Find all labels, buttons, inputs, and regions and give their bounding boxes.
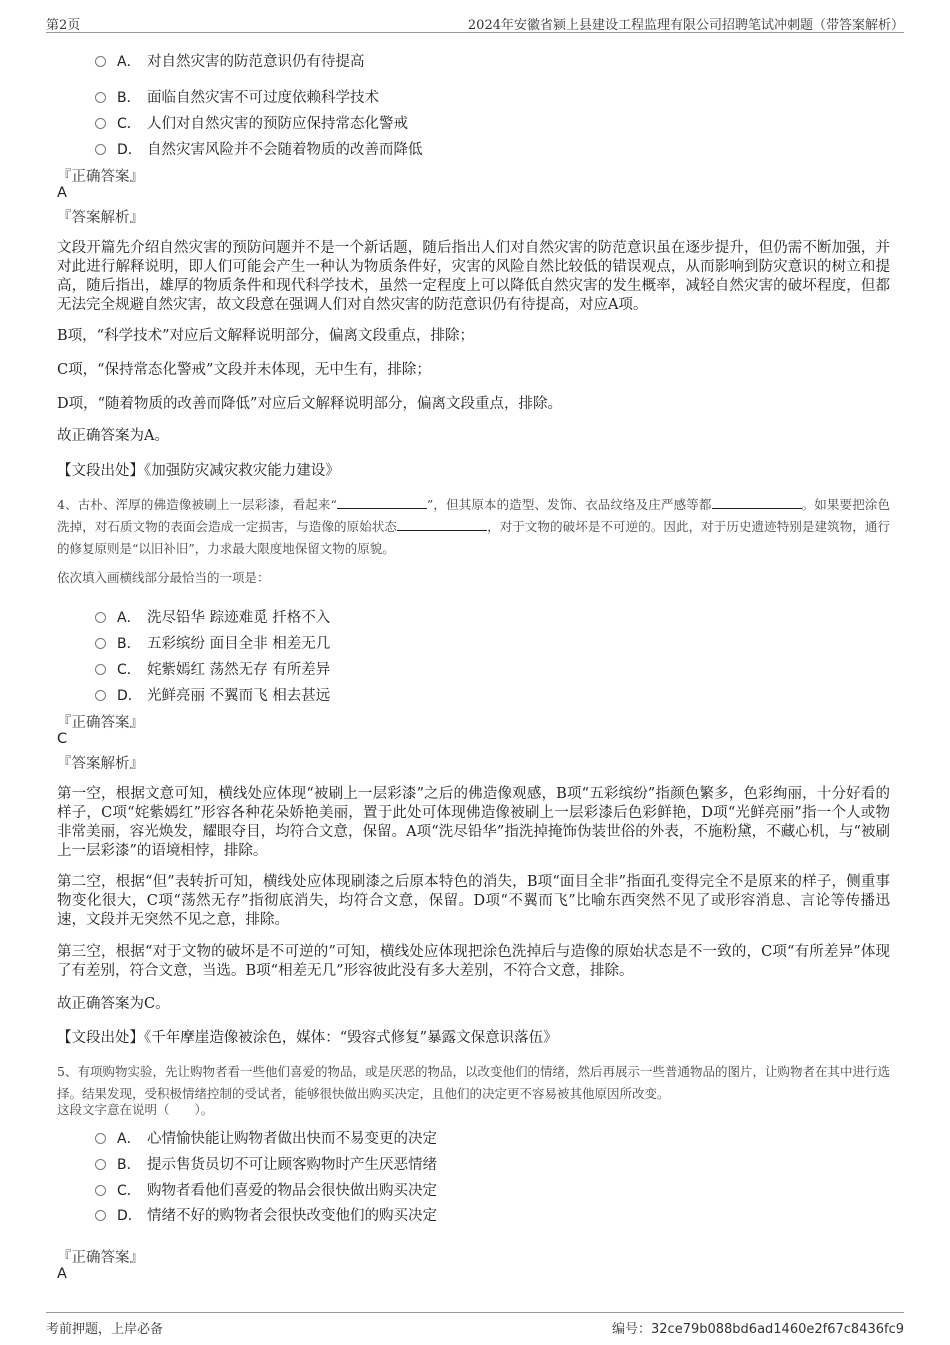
q5-option-c[interactable]: C． 购物者看他们喜爱的物品会很快做出购买决定 — [95, 1179, 437, 1200]
q4-analysis-3: 第三空，根据“对于文物的破坏是不可逆的”可知，横线处应体现把涂色洗掉后与造像的原始状态是不一致的，C项“有所差异”体现了有差别，符合文意，当选。B项“相差无几”形容彼此没有多大差别，不符合文意，排除。 — [57, 944, 890, 979]
q3-analysis-main: 文段开篇先介绍自然灾害的预防问题并不是一个新话题，随后指出人们对自然灾害的防范意识虽在逐步提升，但仍需不断加强，并对此进行解释说明，即人们可能会产生一种认为物质条件好，灾害的风险自然比较低的错误观点，从而影响到防灾意识的树立和提高，随后指出，雄厚的物质条件和现代科学技术，虽然一定程度上可以降低自然灾害的发生概率，减轻自然灾害的破坏程度，但都无法完全规避自然灾害，故文段意在强调人们对自然灾害的防范意识仍有待提高，对应A项。 — [57, 240, 890, 313]
radio-icon[interactable] — [95, 612, 106, 623]
q4-source: 【文段出处】《千年摩崖造像被涂色，媒体：“毁容式修复”暴露文保意识落伍》 — [57, 1030, 558, 1046]
q5-answer: A — [57, 1266, 67, 1282]
radio-icon[interactable] — [95, 144, 106, 155]
q3-conclusion: 故正确答案为A。 — [57, 428, 169, 444]
q3-answer-label: 『正确答案』 — [57, 169, 144, 185]
radio-icon[interactable] — [95, 638, 106, 649]
footer-slogan: 考前押题，上岸必备 — [46, 1322, 164, 1337]
radio-icon[interactable] — [95, 1133, 106, 1144]
radio-icon[interactable] — [95, 1210, 106, 1221]
q3-option-c[interactable]: C． 人们对自然灾害的预防应保持常态化警戒 — [95, 112, 408, 133]
q5-answer-label: 『正确答案』 — [57, 1250, 144, 1266]
q4-option-b[interactable]: B． 五彩缤纷 面目全非 相差无几 — [95, 632, 330, 653]
q3-option-b[interactable]: B． 面临自然灾害不可过度依赖科学技术 — [95, 86, 379, 107]
q3-analysis-label: 『答案解析』 — [57, 210, 144, 226]
q3-analysis-d: D项，“随着物质的改善而降低”对应后文解释说明部分，偏离文段重点，排除。 — [57, 396, 562, 412]
radio-icon[interactable] — [95, 1185, 106, 1196]
q3-source: 【文段出处】《加强防灾减灾救灾能力建设》 — [57, 463, 340, 479]
blank-2 — [712, 497, 802, 509]
radio-icon[interactable] — [95, 118, 106, 129]
q3-analysis-c: C项，“保持常态化警戒”文段并未体现，无中生有，排除； — [57, 362, 431, 378]
q4-option-c[interactable]: C． 姹紫嫣红 荡然无存 有所差异 — [95, 658, 330, 679]
page-number: 第2页 — [46, 18, 81, 33]
q5-option-a[interactable]: A． 心情愉快能让购物者做出快而不易变更的决定 — [95, 1127, 437, 1148]
document-id: 编号：32ce79b088bd6ad1460e2f67c8436fc9 — [611, 1322, 904, 1337]
page-footer — [46, 1312, 904, 1337]
q4-option-a[interactable]: A． 洗尽铅华 踪迹难觅 扦格不入 — [95, 606, 330, 627]
document-title: 2024年安徽省颍上县建设工程监理有限公司招聘笔试冲刺题（带答案解析） — [467, 18, 904, 33]
q5-option-b[interactable]: B． 提示售货员切不可让顾客购物时产生厌恶情绪 — [95, 1153, 437, 1174]
q5-stem: 5、有项购物实验，先让购物者看一些他们喜爱的物品，或是厌恶的物品，以改变他们的情绪，然后再展示一些普通物品的图片，让购物者在其中进行选择。结果发现，受积极情绪控制的受试者，能够很快做出购买决定，且他们的决定更不容易被其他原因所改变。 — [57, 1064, 890, 1101]
q3-analysis-b: B项，“科学技术”对应后文解释说明部分，偏离文段重点，排除； — [57, 328, 474, 344]
q4-answer: C — [57, 731, 68, 747]
q4-conclusion: 故正确答案为C。 — [57, 996, 170, 1012]
q4-analysis-1: 第一空，根据文意可知，横线处应体现“被刷上一层彩漆”之后的佛造像观感，B项“五彩缤纷”指颜色繁多，色彩绚丽，十分好看的样子，C项“姹紫嫣红”形容各种花朵娇艳美丽，置于此处可体现佛造像被刷上一层彩漆后色彩鲜艳，D项“光鲜亮丽”指一个人或物非常美丽，容光焕发，耀眼夺目，均符合文意，保留。A项“洗尽铅华”指洗掉掩饰伪装世俗的外表，不施粉黛，不藏心机，与“被刷上一层彩漆”的语境相悖，排除。 — [57, 786, 890, 859]
radio-icon[interactable] — [95, 92, 106, 103]
q4-answer-label: 『正确答案』 — [57, 715, 144, 731]
q3-option-d[interactable]: D． 自然灾害风险并不会随着物质的改善而降低 — [95, 138, 423, 159]
q4-analysis-2: 第二空，根据“但”表转折可知，横线处应体现刷漆之后原本特色的消失，B项“面目全非”指面孔变得完全不是原来的样子，侧重事物变化很大，C项“荡然无存”指彻底消失，均符合文意，保留。D项“不翼而飞”比喻东西突然不见了或形容消息、言论等传播迅速，文段并无突然不见之意，排除。 — [57, 874, 890, 928]
q4-analysis-label: 『答案解析』 — [57, 756, 144, 772]
blank-1 — [337, 497, 427, 509]
q5-option-d[interactable]: D． 情绪不好的购物者会很快改变他们的购买决定 — [95, 1204, 437, 1225]
q4-option-d[interactable]: D． 光鲜亮丽 不翼而飞 相去甚远 — [95, 684, 330, 705]
radio-icon[interactable] — [95, 664, 106, 675]
page-header — [46, 12, 904, 33]
radio-icon[interactable] — [95, 690, 106, 701]
q5-prompt: 这段文字意在说明（ ）。 — [57, 1102, 214, 1117]
radio-icon[interactable] — [95, 1159, 106, 1170]
q4-stem: 4、古朴、浑厚的佛造像被刷上一层彩漆，看起来“ ”，但其原本的造型、发饰、衣品纹络及庄严感等都 。如果要把涂色洗掉，对石质文物的表面会造成一定损害，与造像的原始状态 ，对于文物的破坏是不可逆的。因此，对于历史遗迹特别是建筑物，通行的修复原则是“以旧补旧”，力求最大限度地保留文物的原貌。 — [57, 497, 890, 556]
blank-3 — [397, 519, 487, 531]
q4-prompt: 依次填入画横线部分最恰当的一项是： — [57, 570, 270, 585]
radio-icon[interactable] — [95, 56, 106, 67]
q3-answer: A — [57, 185, 67, 201]
q3-option-a[interactable]: A． 对自然灾害的防范意识仍有待提高 — [95, 50, 365, 71]
